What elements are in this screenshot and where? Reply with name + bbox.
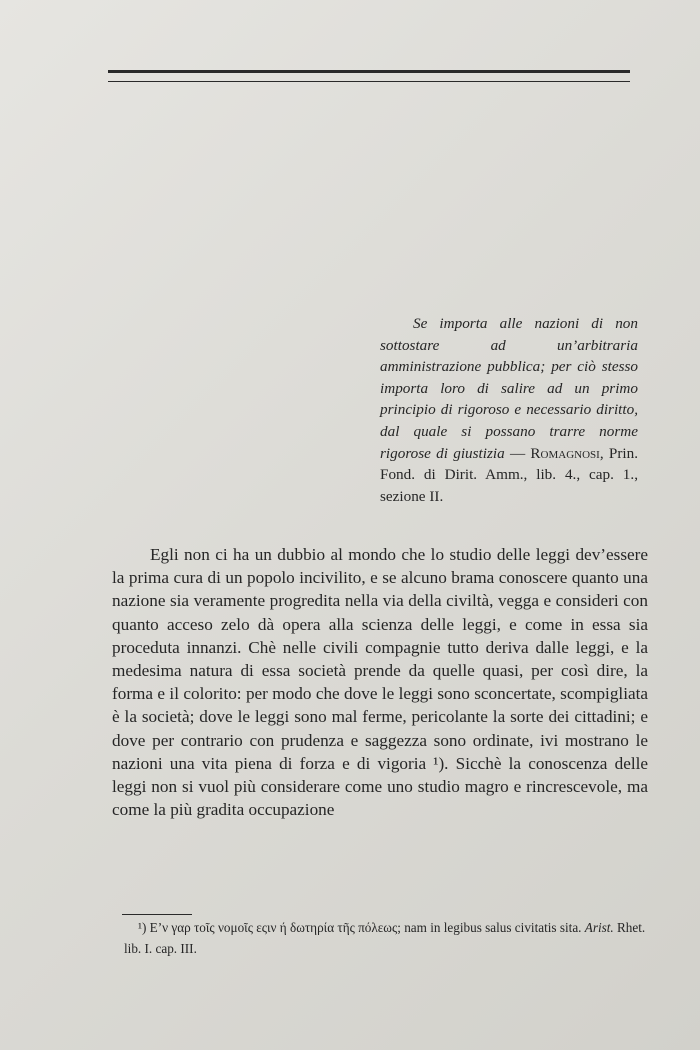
header-rule-thin bbox=[108, 81, 630, 82]
body-paragraph: Egli non ci ha un dubbio al mondo che lo studio delle leggi dev’essere la prima cura di un popolo incivilito, e se alcuno brama conoscere quanto una nazione sia veramente progredita nella via della civiltà, vegga e consideri con quanto acceso zelo dà opera alla scienza delle leggi, e come in essa sia proceduta innanzi. Chè nelle civili compagnie tutto deriva dalle leggi, e la medesima natura di essa società prende da quelle quasi, per così dire, la forma e il colorito: per modo che dove le leggi sono sconcertate, scompigliata è la società; dove le leggi sono mal ferme, pericolante la sorte dei cittadini; e dove per contrario con prudenza e saggezza sono ordinate, ivi mostrano le nazioni una vita piena di forza e di vigoria ¹). Sicchè la conoscenza delle leggi non si vuol più considerare come uno studio magro e rincrescevole, ma come la più gradita occupazione bbox=[112, 545, 648, 820]
footnote-author: Arist. bbox=[584, 920, 614, 935]
footnote-rule bbox=[122, 914, 192, 915]
footnote-marker: ¹) bbox=[138, 920, 147, 935]
epigraph-dash: — bbox=[504, 444, 531, 462]
epigraph-quote bbox=[380, 313, 638, 507]
epigraph-author: Romagnosi bbox=[530, 444, 600, 462]
footnote-line bbox=[124, 917, 652, 959]
footnote bbox=[124, 917, 652, 959]
epigraph-quote-text: Se importa alle nazioni di non sottostare ad un’arbitraria amministrazione pubblica; per ciò stesso importa loro di salire ad un primo principio di rigoroso e necessario diritto, dal quale si possano trarre norme rigorose di giustizia bbox=[380, 315, 638, 462]
body-text bbox=[112, 543, 648, 821]
footnote-source: Rhet. lib. I. cap. III. bbox=[124, 920, 646, 956]
footnote-greek: Ε’ν γαρ τοῖς νομοῖς εςιν ή δωτηρία τῆς πόλεως; bbox=[146, 920, 401, 935]
footnote-latin: nam in legibus salus civitatis sita. bbox=[400, 920, 585, 935]
header-rule-thick bbox=[108, 70, 630, 73]
epigraph-source: , Prin. Fond. di Dirit. Amm., lib. 4., cap. 1., sezione II. bbox=[380, 444, 639, 505]
epigraph bbox=[380, 313, 638, 507]
